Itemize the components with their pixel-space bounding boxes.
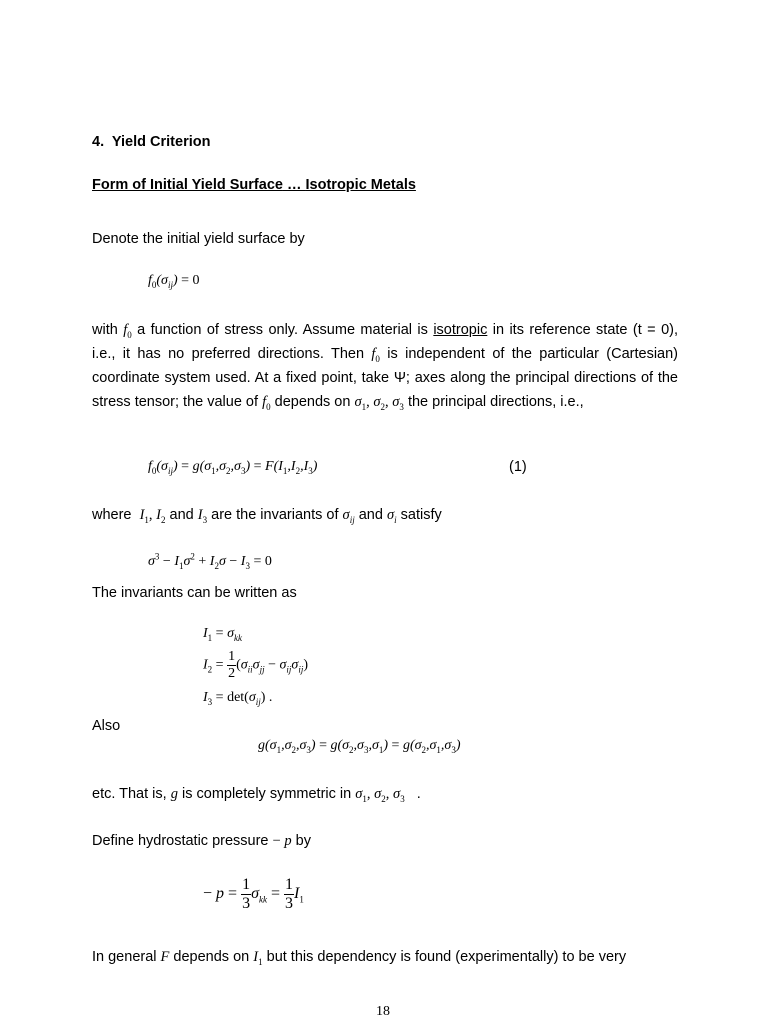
equation-hydrostatic: − p = $\frac{1}{3}$ $\sigma_{kk}$ = $\frac{1}{3}$ $I_1$ (203, 876, 304, 912)
equation-1: $f_0(\sigma_{ij}) = g(\sigma_1,\sigma_2,\sigma_3) = F(I_1,I_2,I_3)$ (148, 459, 318, 476)
paragraph-hydrostatic: Define hydrostatic pressure − p by (92, 833, 311, 849)
paragraph-intro: Denote the initial yield surface by (92, 231, 305, 247)
paragraph-invariants: where $I_1$, $I_2$ and $I_3$ are the invariants of $\sigma_{ij}$ and $\sigma_i$ satisfy (92, 507, 442, 525)
paragraph-invariants-written: The invariants can be written as (92, 585, 297, 601)
equation-symmetry: $g(\sigma_1,\sigma_2,\sigma_3) = g(\sigma_2,\sigma_3,\sigma_1) = g(\sigma_2,\sigma_1,\sigma_3)$ (258, 738, 461, 755)
paragraph-also: Also (92, 718, 121, 734)
subsection-title-dots: … (287, 177, 302, 193)
equation-characteristic: $\sigma^3 - I_1\sigma^2 + I_2\sigma - I_3 = 0$ (148, 551, 272, 571)
equation-I3: $I_3 = \det(\sigma_{ij})$ . (203, 690, 273, 707)
isotropic-term: isotropic (433, 322, 488, 338)
section-title: Yield Criterion (111, 134, 211, 150)
equation-initial-yield: $f_0(\sigma_{ij}) = 0$ (148, 273, 200, 290)
subsection-title-tail: Isotropic Metals (305, 177, 416, 193)
section-number: 4. (92, 134, 105, 150)
subsection-title-main: Form of Initial Yield Surface (92, 177, 283, 193)
paragraph-isotropy: with $f_0$ a function of stress only. Assume material is isotropic in its reference state (t = 0), i.e., it has no preferred directions. Then $f_0$ is independent of the particular (Cartesian) coordinate system used. At a fixed point, take Ψ; axes along the principal directions of the stress tensor; the value of $f_0$ depends on $\sigma_1$, $\sigma_2$, $\sigma_3$ the principal directions, i.e., (92, 322, 679, 412)
page-number: 18 (376, 1004, 390, 1019)
subsection-heading (92, 177, 416, 193)
equation-1-number: (1) (509, 459, 527, 475)
symbol-f0: $f_0$ (262, 394, 271, 412)
principal-stresses: $\sigma_1$, $\sigma_2$, $\sigma_3$ (354, 394, 404, 412)
symbol-f0: $f_0$ (371, 346, 380, 364)
paragraph-symmetric: etc. That is, g is completely symmetric in $\sigma_1$, $\sigma_2$, $\sigma_3$ . (92, 786, 421, 804)
symbol-f0: $f_0$ (123, 322, 132, 340)
section-heading (92, 134, 210, 150)
paragraph-dependency: In general F depends on $I_1$ but this dependency is found (experimentally) to be very (92, 949, 627, 967)
equation-I2: $I_2$ = $\frac{1}{2}$ $(\sigma_{ii}\sigma_{jj} - \sigma_{ij}\sigma_{ij})$ (203, 649, 309, 681)
equation-I1: $I_1 = \sigma_{kk}$ (203, 626, 242, 643)
